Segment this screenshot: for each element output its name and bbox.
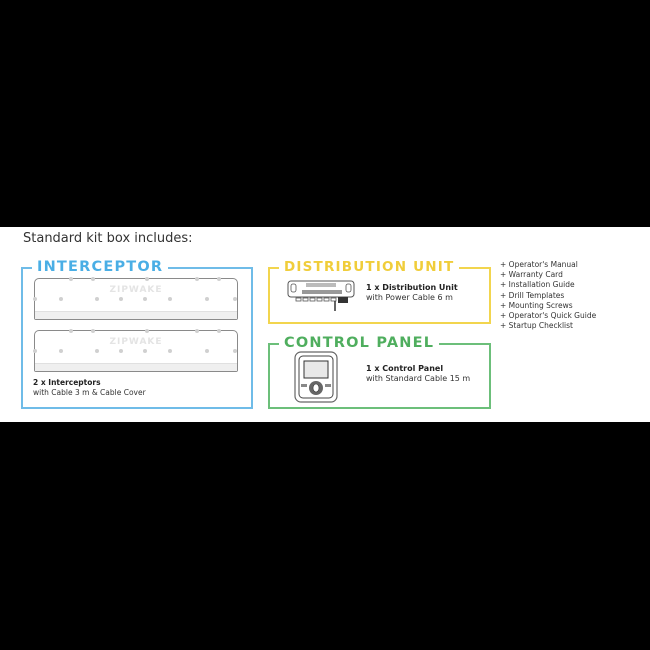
control-panel-icon [294, 351, 338, 403]
extras-list [500, 260, 596, 331]
interceptor-detail: with Cable 3 m & Cable Cover [33, 388, 146, 397]
control-panel-detail: with Standard Cable 15 m [366, 374, 471, 383]
interceptor-image-1 [34, 278, 238, 320]
interceptor-section [21, 259, 253, 409]
distribution-unit-section [268, 259, 491, 324]
list-item: + Operator's Quick Guide [500, 311, 597, 321]
interceptor-image-2 [34, 330, 238, 372]
distribution-unit-caption [366, 283, 458, 303]
interceptor-caption [33, 378, 146, 398]
distribution-unit-heading: DISTRIBUTION UNIT [279, 258, 459, 276]
interceptor-count: 2 x Interceptors [33, 378, 101, 387]
control-panel-heading: CONTROL PANEL [279, 334, 439, 352]
list-item: + Drill Templates [500, 290, 565, 300]
control-panel-count: 1 x Control Panel [366, 364, 444, 373]
control-panel-section [268, 335, 491, 409]
interceptor-heading: INTERCEPTOR [32, 258, 168, 276]
distribution-unit-icon [286, 279, 356, 313]
list-item: + Mounting Screws [500, 300, 573, 310]
zipwake-logo: ZIPWAKE [109, 337, 163, 347]
list-item: + Startup Checklist [500, 321, 573, 331]
distribution-unit-count: 1 x Distribution Unit [366, 283, 458, 292]
kit-title: Standard kit box includes: [23, 231, 193, 246]
zipwake-logo: ZIPWAKE [109, 285, 163, 295]
control-panel-caption [366, 364, 470, 384]
distribution-unit-detail: with Power Cable 6 m [366, 293, 453, 302]
list-item: + Installation Guide [500, 280, 575, 290]
kit-contents-band [0, 227, 650, 422]
list-item: + Operator's Manual [500, 260, 578, 269]
list-item: + Warranty Card [500, 270, 563, 280]
